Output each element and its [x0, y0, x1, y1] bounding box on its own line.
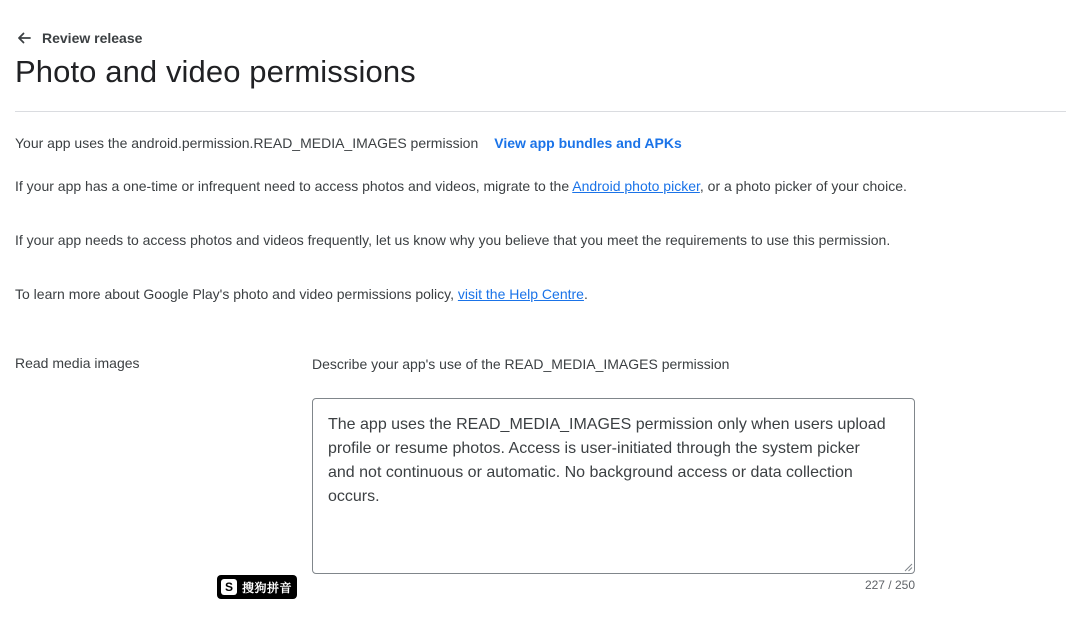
ime-label: 搜狗拼音 — [242, 580, 293, 595]
resize-grip-icon[interactable] — [903, 562, 913, 572]
permission-usage-text: Your app uses the android.permission.READ_MEDIA_IMAGES permission — [15, 135, 479, 151]
permission-description-textarea[interactable] — [312, 398, 915, 574]
page-title: Photo and video permissions — [15, 54, 416, 89]
textarea-value: The app uses the READ_MEDIA_IMAGES permission only when users upload profile or resume photos. Access is user-initiated through the system picker and not continuous or automatic. No background access or data collection occurs. — [328, 416, 886, 505]
photo-picker-text-after: , or a photo picker of your choice. — [699, 178, 907, 194]
frequent-access-paragraph: If your app needs to access photos and videos frequently, let us know why you believe that you meet the requirements to use this permission. — [15, 232, 891, 248]
description-label: Describe your app's use of the READ_MEDIA_IMAGES permission — [312, 356, 730, 372]
arrow-left-icon — [16, 30, 32, 46]
help-centre-text-after: . — [583, 286, 588, 302]
permission-usage-row — [15, 133, 925, 153]
ime-status-badge[interactable] — [217, 575, 297, 599]
view-app-bundles-link[interactable]: View app bundles and APKs — [494, 135, 682, 151]
back-label: Review release — [42, 30, 143, 46]
read-media-images-label: Read media images — [15, 355, 140, 371]
help-centre-text-before: To learn more about Google Play's photo and video permissions policy, — [15, 286, 458, 302]
header-divider — [15, 111, 1066, 112]
help-centre-paragraph — [15, 284, 925, 304]
android-photo-picker-link[interactable]: Android photo picker — [572, 178, 700, 194]
character-counter: 227 / 250 — [864, 578, 915, 592]
photo-picker-text-before: If your app has a one-time or infrequent need to access photos and videos, migrate to the — [15, 178, 573, 194]
sogou-logo-icon: S — [221, 579, 237, 595]
help-centre-link[interactable]: visit the Help Centre — [457, 286, 584, 302]
photo-picker-paragraph — [15, 176, 925, 196]
back-to-review-release[interactable] — [16, 28, 142, 48]
